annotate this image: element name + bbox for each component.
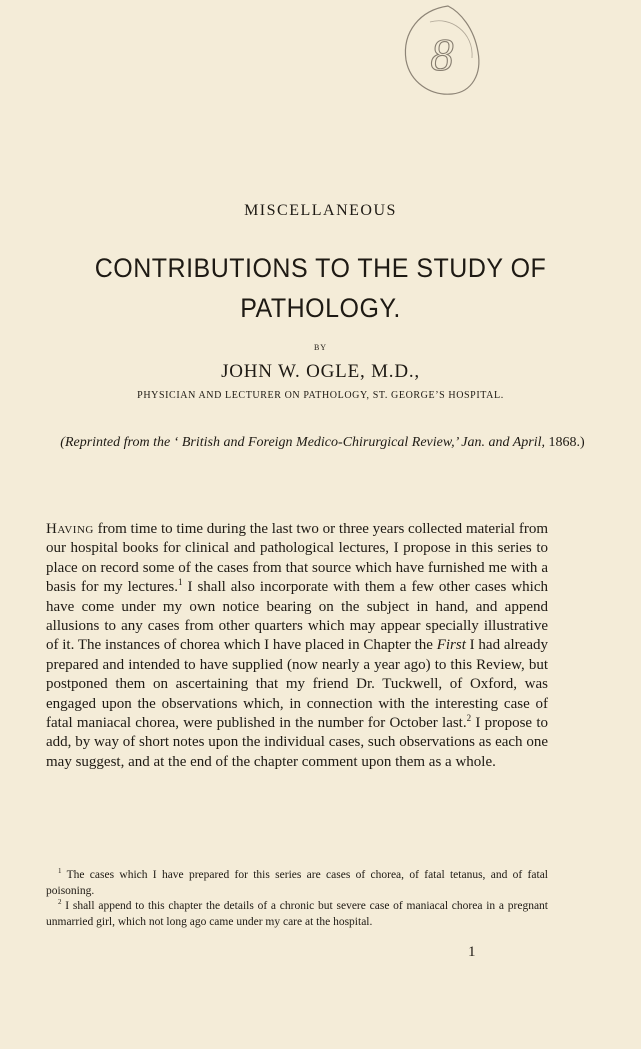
svg-text:8: 8	[430, 29, 454, 80]
footnote-ref-1: 1	[178, 577, 183, 588]
title-line-1: CONTRIBUTIONS TO THE STUDY OF	[94, 253, 547, 284]
library-stamp-icon	[390, 2, 490, 102]
footnote-text-2: I shall append to this chapter the details of a chronic but severe case of maniacal chorea in a pregnant unmarried girl, which not long ago came under my care at the hospital.	[46, 900, 548, 928]
body-segment-4: I propose to add, by way of short notes upon the individual cases, such observations as each one may suggest, and at the end of the chapter comment upon them as a whole.	[46, 715, 548, 770]
body-segment-1: from time to time during the last two or three years collected material from our hospital books for clinical and pathological lectures, I propose in this series to place on record some of the cases from that source which have furnished me with a basis for my lectures.	[46, 521, 548, 596]
footnote-text-1: The cases which I have prepared for this series are cases of chorea, of fatal tetanus, and of fatal poisoning.	[46, 869, 548, 897]
footnotes	[46, 868, 548, 930]
reprint-note	[60, 432, 585, 453]
reprint-year: 1868.)	[548, 435, 585, 450]
article-title	[0, 249, 641, 329]
reprint-source: (Reprinted from the ‘ British and Foreign Medico-Chirurgical Review,’ Jan. and April,	[60, 435, 546, 450]
body-segment-3: I had already prepared and intended to have supplied (now nearly a year ago) to this Review, but postponed them on ascertaining that my friend Dr. Tuckwell, of Oxford, was engaged upon the observations which, in connection with the interesting case of fatal maniacal chorea, were published in the number for October last.	[46, 637, 548, 732]
footnote-mark-1: 1	[58, 867, 62, 876]
footnote-mark-2: 2	[58, 898, 62, 907]
footnote-1	[46, 868, 548, 899]
title-line-2: PATHOLOGY.	[240, 293, 401, 324]
footnote-ref-2: 2	[466, 713, 472, 724]
running-head: MISCELLANEOUS	[244, 202, 397, 219]
opening-word: Having	[46, 521, 94, 537]
body-segment-2: I shall also incorporate with them a few other cases which have come under my own notice bearing on the subject in hand, and append allusions to any cases from other quarters which may appear specially illustrative of it. The instances of chorea which I have placed in Chapter the	[46, 579, 548, 654]
author-name: JOHN W. OGLE, M.D.,	[221, 361, 420, 382]
footnote-2	[46, 899, 548, 930]
author-affiliation: PHYSICIAN AND LECTURER ON PATHOLOGY, ST. GEORGE’S HOSPITAL.	[137, 390, 504, 401]
emphasis-first: First	[436, 637, 466, 654]
page-number: 1	[468, 944, 476, 960]
byline-label: BY	[313, 343, 328, 352]
body-paragraph	[46, 520, 548, 772]
